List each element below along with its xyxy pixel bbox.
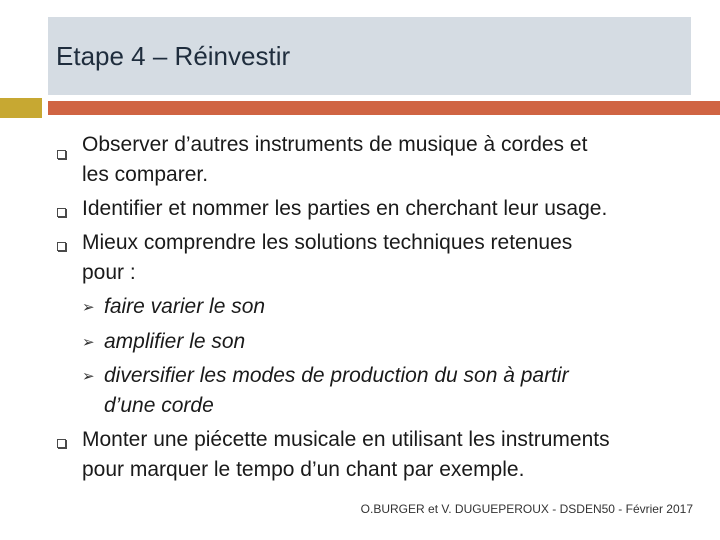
arrow-bullet-icon: ➢ [82,334,95,351]
bullet-item-3-line-1: Mieux comprendre les solutions techniques retenues [82,231,573,254]
bullet-item-1-line-1: Observer d’autres instruments de musique à cordes et [82,133,588,156]
bullet-item-2-line-1: Identifier et nommer les parties en cherchant leur usage. [82,197,608,220]
subitem-1-line-1: faire varier le son [104,295,266,318]
square-bullet-icon [57,150,66,159]
bullet-item-4-line-2: pour marquer le tempo d’un chant par exemple. [82,458,525,481]
square-bullet-icon [57,439,66,448]
square-bullet-icon [57,242,66,251]
subitem-2-line-1: amplifier le son [104,330,246,353]
bullet-item-4-line-1: Monter une piécette musicale en utilisant les instruments [82,428,610,451]
bullet-item-3-line-2: pour : [82,261,136,284]
bullet-item-1-line-2: les comparer. [82,163,209,186]
arrow-bullet-icon: ➢ [82,299,95,316]
subitem-3-line-1: diversifier les modes de production du son à partir [104,364,569,387]
arrow-bullet-icon: ➢ [82,368,95,385]
subitem-3-line-2: d’une corde [104,394,214,417]
square-bullet-icon [57,208,66,217]
slide-footer: O.BURGER et V. DUGUEPEROUX - DSDEN50 - Février 2017 [360,502,693,516]
slide-title: Etape 4 – Réinvestir [56,41,291,71]
